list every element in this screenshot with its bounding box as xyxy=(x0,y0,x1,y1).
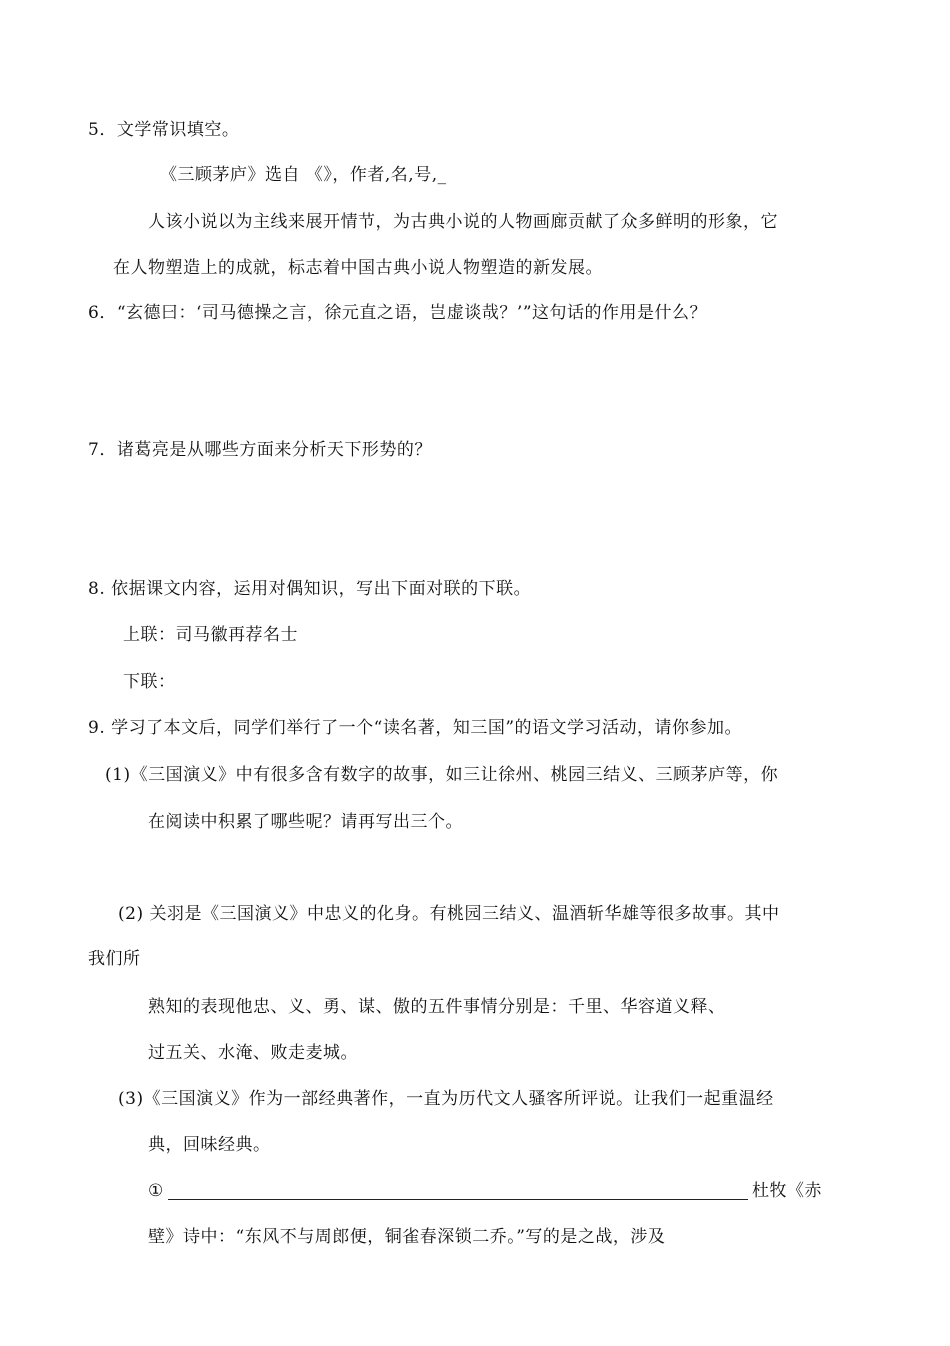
question-9-part-2-line-1: (2) 关羽是《三国演义》中忠义的化身。有桃园三结义、温酒斩华雄等很多故事。其中 xyxy=(118,904,780,924)
question-9-part-3-line-1: (3)《三国演义》作为一部经典著作，一直为历代文人骚客所评说。让我们一起重温经 xyxy=(118,1089,774,1109)
question-9-part-2-line-4: 过五关、水淹、败走麦城。 xyxy=(148,1043,358,1063)
question-6-title: 6．“玄德曰：‘司马德操之言，徐元直之语，岂虚谈哉？’”这句话的作用是什么？ xyxy=(88,303,708,323)
question-9-part-1-line-2: 在阅读中积累了哪些呢？请再写出三个。 xyxy=(148,812,463,832)
question-9-part-3-line-2: 典，回味经典。 xyxy=(148,1135,271,1155)
question-9-part-2-line-2: 我们所 xyxy=(88,949,141,969)
question-8-lower-couplet: 下联： xyxy=(123,672,176,692)
question-7-title: 7．诸葛亮是从哪些方面来分析天下形势的？ xyxy=(88,440,432,460)
question-5-line-1: 《三顾茅庐》选自 《》，作者,名,号,_ xyxy=(160,165,447,185)
question-9-part-3-line-4: 壁》诗中：“东风不与周郎便，铜雀春深锁二乔。”写的是之战，涉及 xyxy=(148,1227,666,1247)
question-5-line-3: 在人物塑造上的成就，标志着中国古典小说人物塑造的新发展。 xyxy=(113,258,603,278)
question-5-line-2: 人该小说以为主线来展开情节，为古典小说的人物画廊贡献了众多鲜明的形象，它 xyxy=(148,212,778,232)
question-9-title: 9. 学习了本文后，同学们举行了一个“读名著，知三国”的语文学习活动，请你参加。 xyxy=(88,718,743,738)
question-8-upper-couplet: 上联：司马徽再荐名士 xyxy=(123,625,298,645)
question-9-part-1-line-1: (1)《三国演义》中有很多含有数字的故事，如三让徐州、桃园三结义、三顾茅庐等，你 xyxy=(105,765,779,785)
question-9-part-3-item-marker: ① xyxy=(148,1181,164,1201)
question-9-part-2-line-3: 熟知的表现他忠、义、勇、谋、傲的五件事情分别是：千里、华容道义释、 xyxy=(148,997,726,1017)
question-5-title: 5．文学常识填空。 xyxy=(88,120,240,140)
answer-blank-line[interactable] xyxy=(168,1199,748,1200)
question-9-part-3-item-tail: 杜牧《赤 xyxy=(752,1181,822,1201)
question-8-title: 8. 依据课文内容，运用对偶知识，写出下面对联的下联。 xyxy=(88,579,532,599)
